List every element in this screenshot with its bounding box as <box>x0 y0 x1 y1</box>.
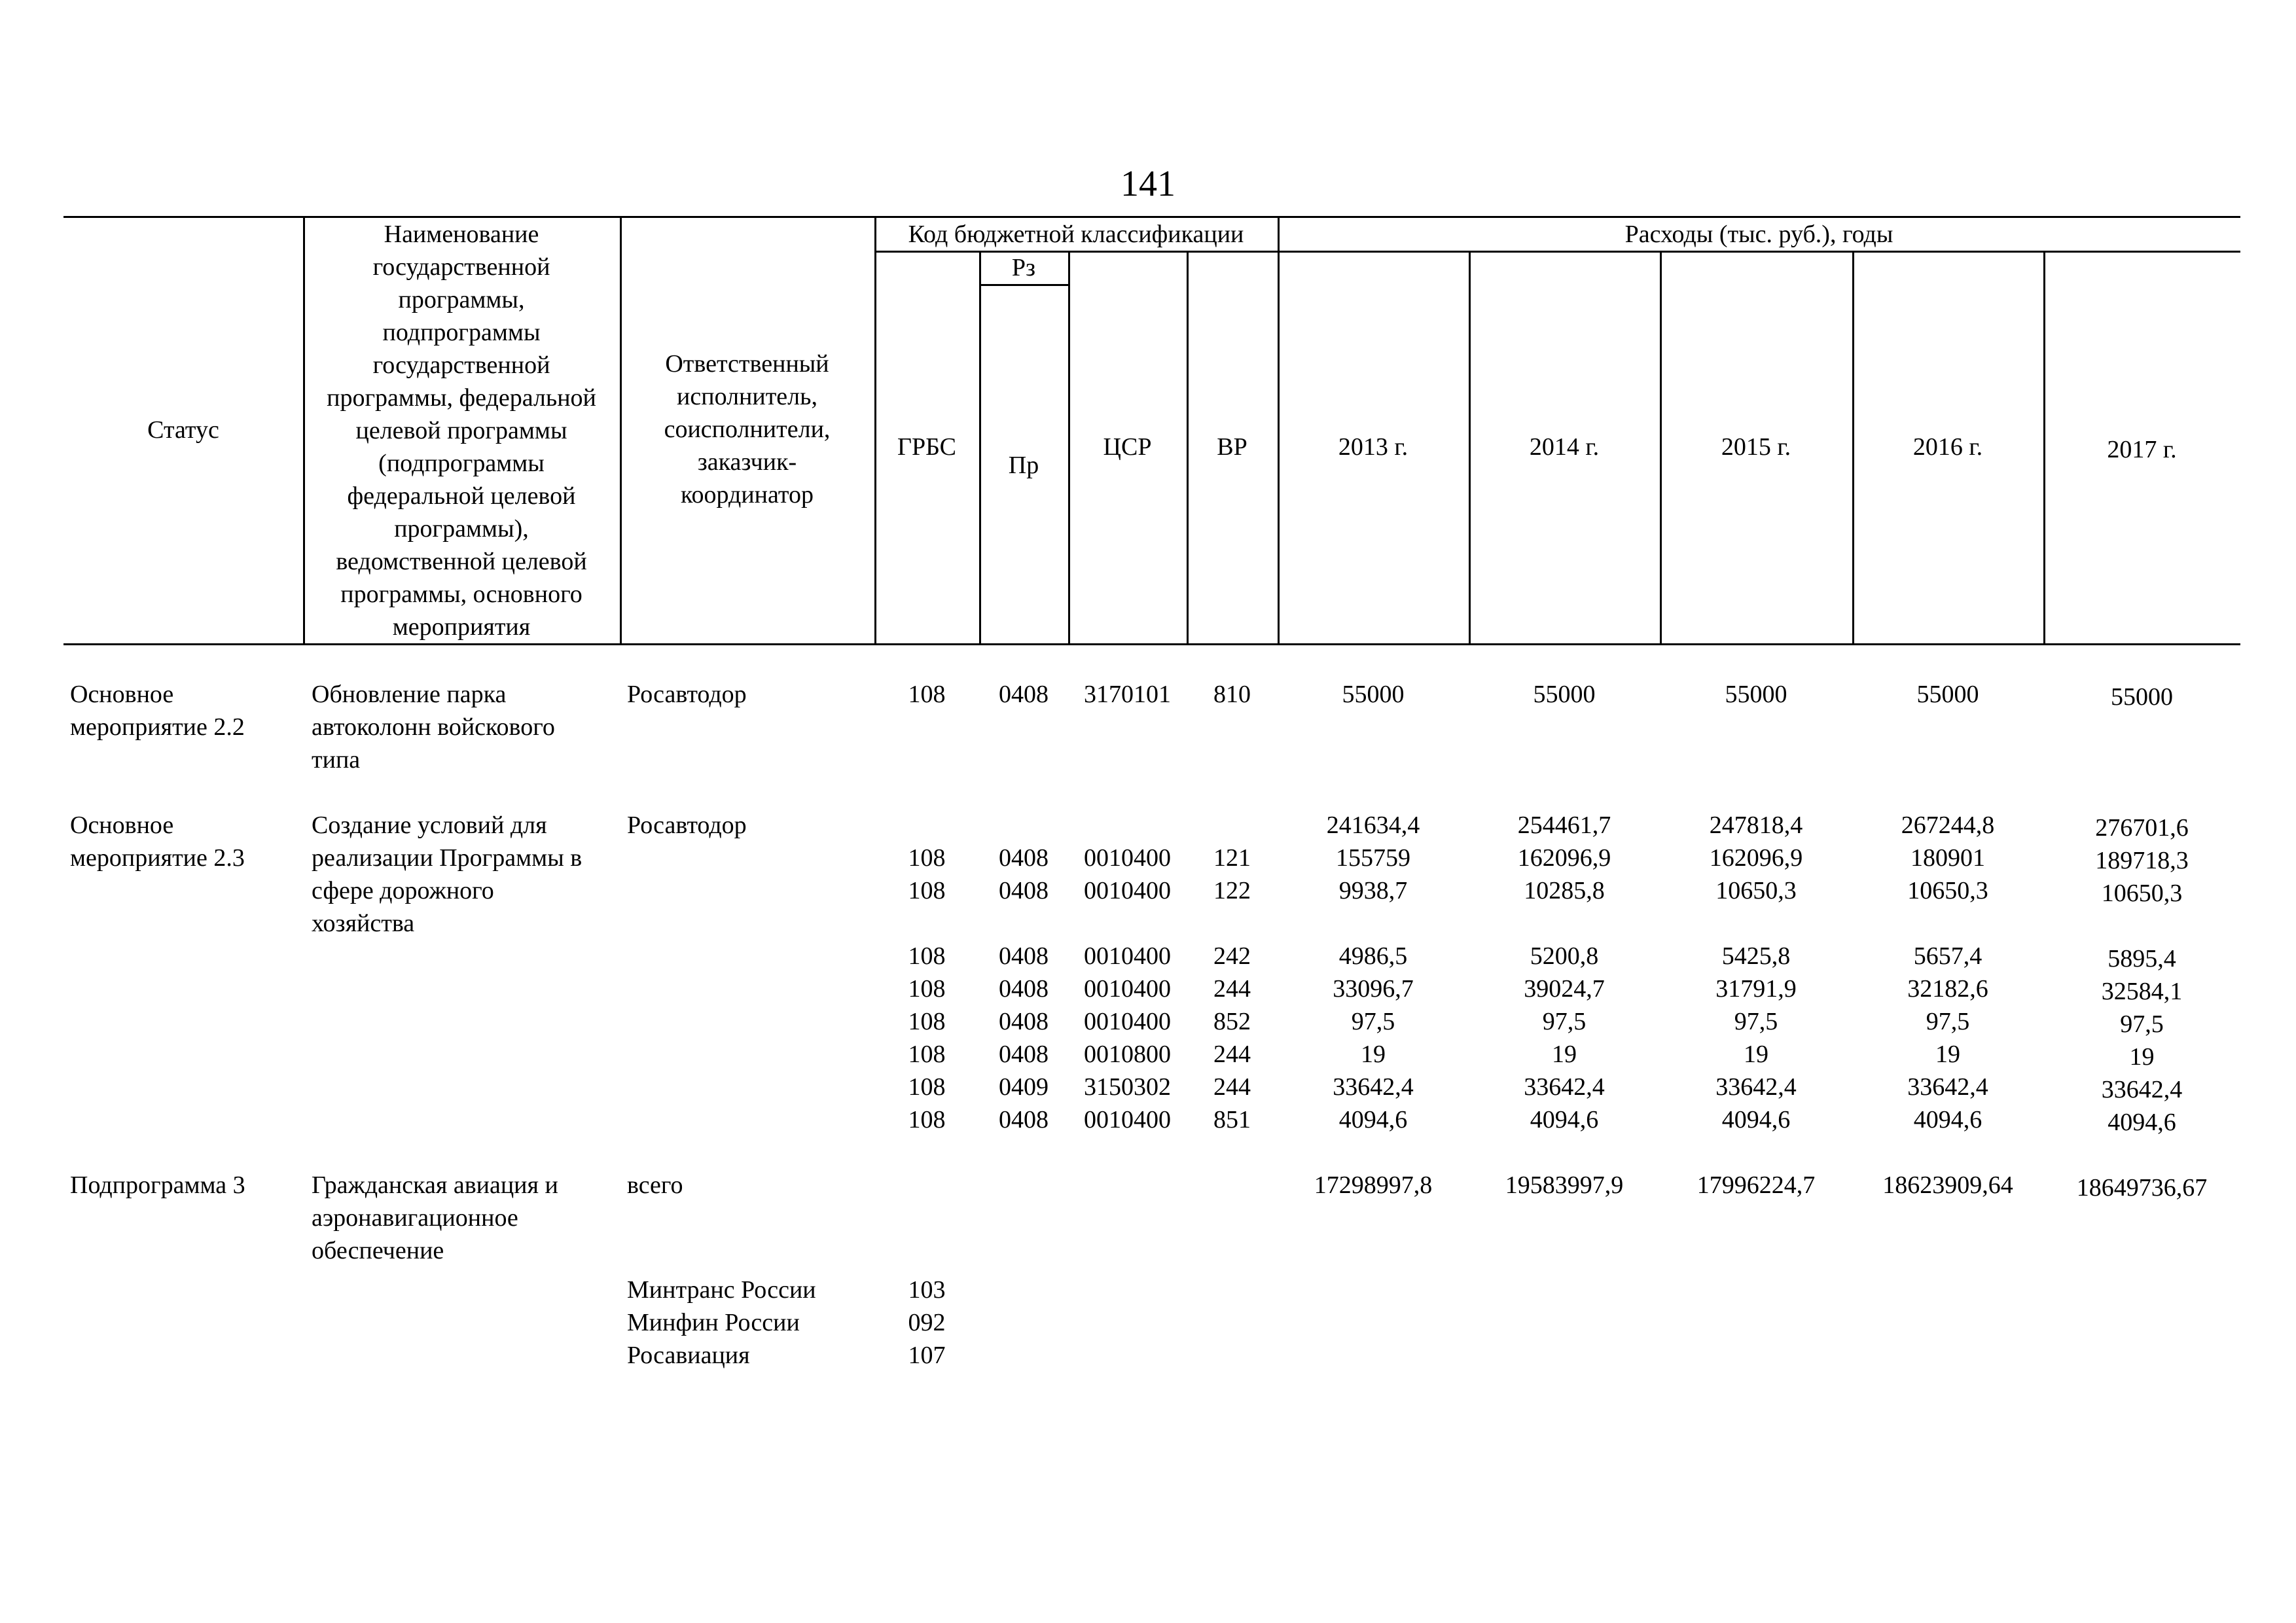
header-executor-line: исполнитель, <box>677 383 817 410</box>
cell-value: 31791,9 <box>1715 975 1797 1003</box>
total-value: 276701,6 <box>2095 814 2189 842</box>
name-line: аэронавигационное <box>312 1204 518 1232</box>
header-name-line: (подпрограммы <box>378 450 545 477</box>
cell-grbs: 108 <box>908 1106 946 1133</box>
cell-csr: 0010400 <box>1084 942 1171 970</box>
cell-value: 97,5 <box>2120 1010 2164 1038</box>
total-value: 247818,4 <box>1709 812 1803 839</box>
header-name-line: программы, федеральной <box>327 384 596 412</box>
cell-grbs: 108 <box>908 1008 946 1035</box>
header-name <box>303 218 620 643</box>
cell-value: 10650,3 <box>1907 877 1988 904</box>
header-col-line <box>1278 216 1280 643</box>
cell-value: 4986,5 <box>1338 942 1408 970</box>
cell-value: 5200,8 <box>1530 942 1599 970</box>
cell-value: 33642,4 <box>1333 1073 1414 1101</box>
cell-value: 33642,4 <box>1524 1073 1605 1101</box>
status-line: Основное <box>70 681 174 708</box>
cell-csr: 0010400 <box>1084 877 1171 904</box>
cell-value: 55000 <box>2111 683 2173 711</box>
header-subgroup-line <box>874 251 2240 253</box>
header-rz: Рз <box>1011 254 1036 281</box>
header-name-line: Наименование <box>384 221 539 248</box>
cell-grbs: 108 <box>908 975 946 1003</box>
cell-value: 97,5 <box>1542 1008 1587 1035</box>
cell-value: 33642,4 <box>1715 1073 1797 1101</box>
header-year-2016: 2016 г. <box>1912 433 1983 461</box>
cell-grbs: 108 <box>908 877 946 904</box>
header-name-line: государственной <box>372 253 550 281</box>
cell-value: 10285,8 <box>1524 877 1605 904</box>
header-name-line: подпрограммы <box>382 319 541 346</box>
cell-rzpr: 0408 <box>999 877 1049 904</box>
cell-value: 97,5 <box>1351 1008 1395 1035</box>
executor-name: Росавиация <box>627 1342 750 1369</box>
name-line: хозяйства <box>312 910 415 937</box>
header-rz-line <box>979 284 1068 286</box>
cell-grbs: 108 <box>908 681 946 708</box>
header-year-2017: 2017 г. <box>2107 436 2177 463</box>
cell-value: 19 <box>2129 1043 2155 1071</box>
cell-value: 162096,9 <box>1709 844 1803 872</box>
cell-vr: 244 <box>1213 1073 1251 1101</box>
total-value: 241634,4 <box>1326 812 1420 839</box>
cell-value: 19 <box>1552 1041 1577 1068</box>
cell-rzpr: 0408 <box>999 1008 1049 1035</box>
status-line: Подпрограмма 3 <box>70 1171 245 1199</box>
cell-value: 32584,1 <box>2101 978 2183 1005</box>
cell-rzpr: 0408 <box>999 975 1049 1003</box>
header-name-line: государственной <box>372 351 550 379</box>
header-name-line: ведомственной целевой <box>336 548 587 575</box>
cell-value: 39024,7 <box>1524 975 1605 1003</box>
cell-value: 189718,3 <box>2095 847 2189 874</box>
cell-grbs: 108 <box>908 844 946 872</box>
executor: Росавтодор <box>627 812 747 839</box>
name-line: типа <box>312 746 361 774</box>
header-year-2015: 2015 г. <box>1721 433 1791 461</box>
cell-csr: 0010800 <box>1084 1041 1171 1068</box>
cell-value: 55000 <box>1725 681 1787 708</box>
cell-value: 4094,6 <box>1530 1106 1599 1133</box>
cell-value: 5895,4 <box>2108 945 2176 972</box>
header-pr: Пр <box>1008 452 1039 479</box>
cell-value: 19 <box>1935 1041 1960 1068</box>
cell-vr: 244 <box>1213 975 1251 1003</box>
header-name-line: программы), <box>394 515 529 543</box>
header-name-line: целевой программы <box>355 417 567 444</box>
header-bottom-border <box>63 643 2240 645</box>
header-year-2013: 2013 г. <box>1338 433 1408 461</box>
cell-value: 10650,3 <box>1715 877 1797 904</box>
cell-vr: 244 <box>1213 1041 1251 1068</box>
cell-csr: 3150302 <box>1084 1073 1171 1101</box>
cell-value: 5657,4 <box>1913 942 1982 970</box>
cell-value: 97,5 <box>1926 1008 1970 1035</box>
header-name-line: федеральной целевой <box>347 482 576 510</box>
cell-value: 32182,6 <box>1907 975 1988 1003</box>
cell-value: 33096,7 <box>1333 975 1414 1003</box>
header-executor-line: заказчик- <box>697 448 797 476</box>
total-value: 17298997,8 <box>1314 1171 1433 1199</box>
cell-value: 55000 <box>1342 681 1405 708</box>
name-line: Гражданская авиация и <box>312 1171 558 1199</box>
name-line: Обновление парка <box>312 681 507 708</box>
cell-value: 4094,6 <box>1721 1106 1791 1133</box>
cell-value: 33642,4 <box>2101 1076 2183 1103</box>
cell-vr: 852 <box>1213 1008 1251 1035</box>
cell-csr: 0010400 <box>1084 1008 1171 1035</box>
cell-rzpr: 0408 <box>999 942 1049 970</box>
cell-grbs: 108 <box>908 1073 946 1101</box>
header-status: Статус <box>147 416 219 444</box>
cell-vr: 121 <box>1213 844 1251 872</box>
page-number: 141 <box>1121 164 1175 204</box>
total-value: 18623909,64 <box>1882 1171 2013 1199</box>
header-name-line: программы, основного <box>340 580 583 608</box>
header-name-line: программы, <box>398 286 525 313</box>
executor-name: Минфин России <box>627 1309 800 1336</box>
executor-name: Минтранс России <box>627 1276 816 1304</box>
total-value: 254461,7 <box>1517 812 1611 839</box>
cell-value: 19 <box>1361 1041 1386 1068</box>
header-budget-code: Код бюджетной классификации <box>908 221 1244 248</box>
cell-vr: 242 <box>1213 942 1251 970</box>
cell-grbs: 108 <box>908 1041 946 1068</box>
cell-rzpr: 0409 <box>999 1073 1049 1101</box>
status-line: Основное <box>70 812 174 839</box>
cell-value: 4094,6 <box>1338 1106 1408 1133</box>
header-executor <box>620 348 874 511</box>
name-line: реализации Программы в <box>312 844 583 872</box>
header-year-2014: 2014 г. <box>1529 433 1600 461</box>
cell-csr: 0010400 <box>1084 844 1171 872</box>
name-line: обеспечение <box>312 1237 444 1264</box>
cell-value: 162096,9 <box>1517 844 1611 872</box>
header-grbs: ГРБС <box>897 433 956 461</box>
cell-rzpr: 0408 <box>999 1041 1049 1068</box>
total-value: 17996224,7 <box>1696 1171 1816 1199</box>
cell-value: 4094,6 <box>1913 1106 1982 1133</box>
cell-vr: 122 <box>1213 877 1251 904</box>
cell-value: 10650,3 <box>2101 880 2183 907</box>
cell-value: 55000 <box>1533 681 1596 708</box>
cell-csr: 0010400 <box>1084 1106 1171 1133</box>
cell-csr: 0010400 <box>1084 975 1171 1003</box>
header-executor-line: координатор <box>680 481 814 508</box>
header-expenses: Расходы (тыс. руб.), годы <box>1624 221 1893 248</box>
cell-value: 180901 <box>1910 844 1985 872</box>
cell-value: 97,5 <box>1734 1008 1778 1035</box>
cell-vr: 851 <box>1213 1106 1251 1133</box>
cell-csr: 3170101 <box>1084 681 1171 708</box>
header-vr: ВР <box>1217 433 1247 461</box>
header-csr: ЦСР <box>1103 433 1152 461</box>
cell-grbs: 092 <box>908 1309 946 1336</box>
cell-value: 155759 <box>1336 844 1410 872</box>
status-line: мероприятие 2.2 <box>70 713 245 741</box>
cell-grbs: 103 <box>908 1276 946 1304</box>
cell-value: 19 <box>1744 1041 1768 1068</box>
header-executor-line: Ответственный <box>665 350 829 378</box>
cell-value: 33642,4 <box>1907 1073 1988 1101</box>
executor: Росавтодор <box>627 681 747 708</box>
cell-value: 55000 <box>1916 681 1979 708</box>
header-executor-line: соисполнители, <box>664 416 831 443</box>
cell-value: 9938,7 <box>1338 877 1408 904</box>
cell-rzpr: 0408 <box>999 844 1049 872</box>
cell-value: 4094,6 <box>2108 1109 2176 1136</box>
status-line: мероприятие 2.3 <box>70 844 245 872</box>
cell-grbs: 107 <box>908 1342 946 1369</box>
total-value: 18649736,67 <box>2076 1174 2208 1202</box>
name-line: автоколонн войскового <box>312 713 555 741</box>
cell-rzpr: 0408 <box>999 681 1049 708</box>
name-line: сфере дорожного <box>312 877 494 904</box>
header-name-line: мероприятия <box>392 613 531 641</box>
name-line: Создание условий для <box>312 812 547 839</box>
total-value: 267244,8 <box>1901 812 1995 839</box>
cell-grbs: 108 <box>908 942 946 970</box>
header-col-line <box>874 216 876 643</box>
cell-vr: 810 <box>1213 681 1251 708</box>
cell-rzpr: 0408 <box>999 1106 1049 1133</box>
cell-value: 5425,8 <box>1721 942 1791 970</box>
executor: всего <box>627 1171 683 1199</box>
header-col-line <box>979 251 981 643</box>
total-value: 19583997,9 <box>1505 1171 1624 1199</box>
